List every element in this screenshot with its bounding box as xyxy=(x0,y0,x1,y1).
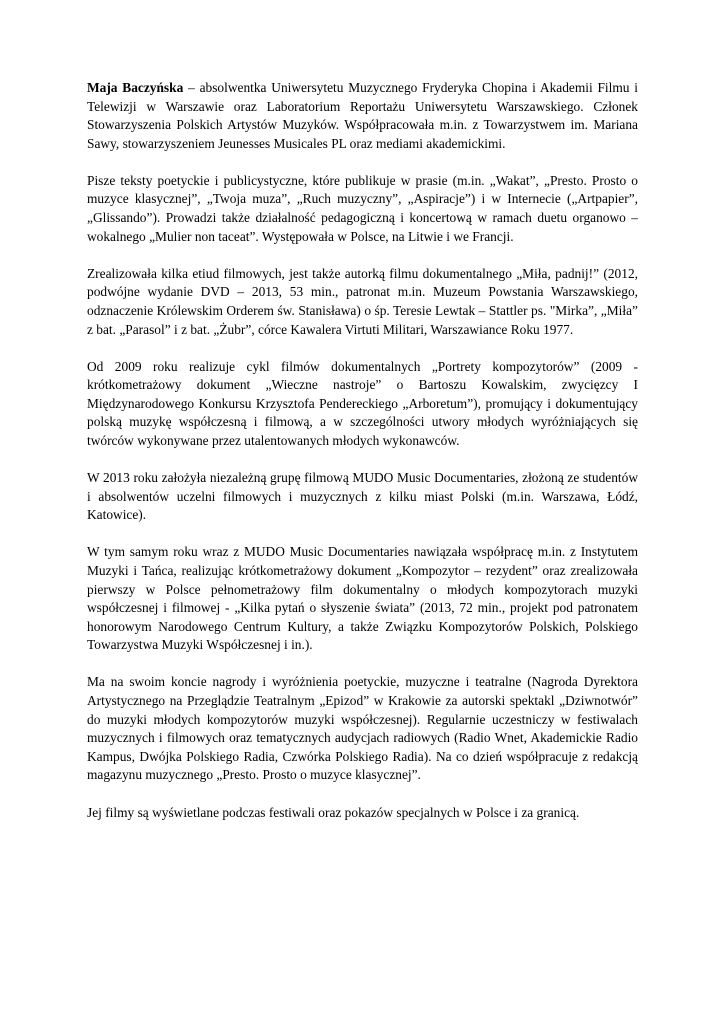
paragraph-awards: Ma na swoim koncie nagrody i wyróżnienia poetyckie, muzyczne i teatralne (Nagroda Dyrektora Artystycznego na Przeglądzie Teatralnym „Epizod” w Krakowie za autorski spektakl „Dziwnotwór” do muzyki młodych kompozytorów muzyki współczesnej). Regularnie uczestniczy w festiwalach muzycznych i filmowych oraz tematycznych audycjach radiowych (Radio Wnet, Akademickie Radio Kampus, Dwójka Polskiego Radia, Czwórka Polskiego Radia). Na co dzień współpracuje z redakcją magazynu muzycznego „Presto. Prosto o muzyce klasycznej”. xyxy=(87,674,638,783)
paragraph-screenings: Jej filmy są wyświetlane podczas festiwali oraz pokazów specjalnych w Polsce i za granicą. xyxy=(87,804,580,820)
paragraph-collaboration: W tym samym roku wraz z MUDO Music Documentaries nawiązała współpracę m.in. z Instytutem Muzyki i Tańca, realizując krótkometrażowy dokument „Kompozytor – rezydent” oraz zrealizowała pierwszy w Polsce pełnometrażowy film dokumentalny o młodych kompozytorach muzyki współczesnej i filmowej - „Kilka pytań o słyszenie świata” (2013, 72 min., projekt pod patronatem honorowym Narodowego Centrum Kultury, a także Związku Kompozytorów Polskich, Polskiego Towarzystwa Muzyki Współczesnej i in.). xyxy=(87,544,638,653)
paragraph-mudo: W 2013 roku założyła niezależną grupę filmową MUDO Music Documentaries, złożoną ze studentów i absolwentów uczelni filmowych i muzycznych z kilku miast Polski (m.in. Warszawa, Łódź, Katowice). xyxy=(87,470,638,523)
paragraph-films: Zrealizowała kilka etiud filmowych, jest także autorką filmu dokumentalnego „Miła, padnij!” (2012, podwójne wydanie DVD – 2013, 53 min., patronat m.in. Muzeum Powstania Warszawskiego, odznaczenie Królewskim Orderem św. Stanisława) o śp. Teresie Lewtak – Stattler ps. "Mirka”, „Miła” z bat. „Parasol” i z bat. „Żubr”, córce Kawalera Virtuti Militari, Warszawiance Roku 1977. xyxy=(87,265,638,337)
intro-text: – absolwentka Uniwersytetu Muzycznego Fryderyka Chopina i Akademii Filmu i Telewizji w Warszawie oraz Laboratorium Reportażu Uniwersytetu Warszawskiego. Członek Stowarzyszenia Polskich Artystów Muzyków. Współpracowała m.in. z Towarzystwem im. Mariana Sawy, stowarzyszeniem Jeunesses Musicales PL oraz mediami akademickimi. xyxy=(87,80,638,151)
paragraph-writing: Pisze teksty poetyckie i publicystyczne, które publikuje w prasie (m.in. „Wakat”, „Presto. Prosto o muzyce klasycznej”, „Twoja muza”, „Ruch muzyczny”, „Aspiracje”) i w Internecie („Artpapier”, „Glissando”). Prowadzi także działalność pedagogiczną i koncertową w ramach duetu organowo – wokalnego „Mulier non taceat”. Występowała w Polsce, na Litwie i we Francji. xyxy=(87,172,638,244)
author-name: Maja Baczyńska xyxy=(87,80,184,95)
bio-intro-paragraph xyxy=(87,79,638,153)
paragraph-portraits: Od 2009 roku realizuje cykl filmów dokumentalnych „Portrety kompozytorów” (2009 - krótkometrażowy dokument „Wieczne nastroje” o Bartoszu Kowalskim, zwycięzcy I Międzynarodowego Konkursu Krzysztofa Pendereckiego „Arboretum”), promujący i dokumentujący polską muzykę współczesną i filmową, a w szczególności utwory młodych wyróżniających się twórców wykonywane przez utalentowanych młodych wykonawców. xyxy=(87,358,638,448)
document-page xyxy=(87,79,638,841)
